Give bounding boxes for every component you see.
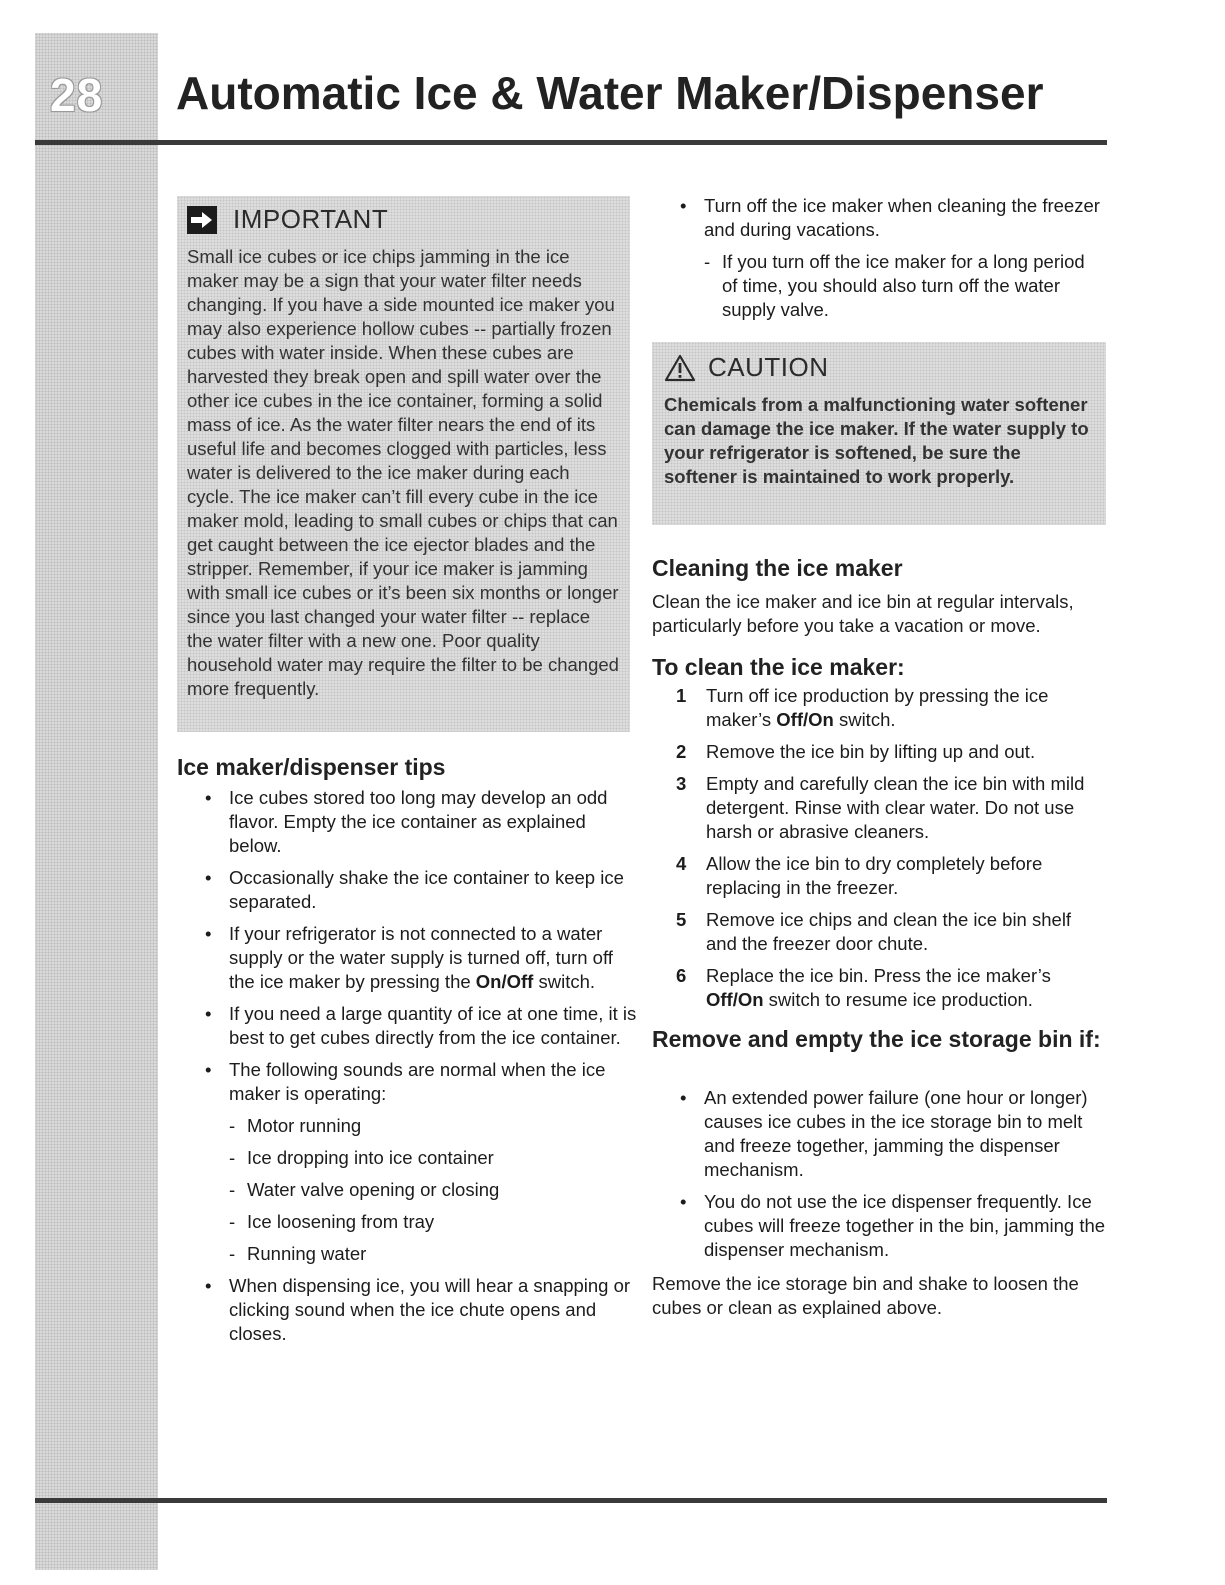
tips-title: Ice maker/dispenser tips bbox=[177, 754, 446, 780]
step-number: 6 bbox=[676, 965, 687, 986]
cleaning-title: Cleaning the ice maker bbox=[652, 555, 903, 581]
step-item bbox=[652, 964, 1107, 1012]
step-number: 2 bbox=[676, 741, 687, 762]
step-text-part: switch to resume ice production. bbox=[763, 989, 1033, 1010]
important-header bbox=[187, 204, 620, 235]
cleaning-intro: Clean the ice maker and ice bin at regular intervals, particularly before you take a vacation or move. bbox=[652, 591, 1074, 636]
step-number: 5 bbox=[676, 909, 687, 930]
list-item bbox=[177, 1058, 637, 1266]
step-item bbox=[652, 684, 1107, 732]
caution-header bbox=[664, 352, 1096, 383]
step-text bbox=[706, 684, 1107, 732]
sound-item: - Water valve opening or closing bbox=[229, 1178, 637, 1202]
list-item-text: If your refrigerator is not connected to a water supply or the water supply is turned off, turn off the ice maker by pressing the bbox=[229, 923, 613, 992]
step-text-part: Turn off ice production by pressing the ice maker’s bbox=[706, 685, 1049, 730]
page-number: 28 bbox=[50, 69, 104, 121]
sound-item: - Ice loosening from tray bbox=[229, 1210, 637, 1234]
step-text-part: switch. bbox=[833, 709, 896, 730]
remove-list bbox=[652, 1086, 1107, 1262]
clean-steps-title: To clean the ice maker: bbox=[652, 654, 905, 680]
header-rule bbox=[35, 140, 1107, 145]
list-item bbox=[177, 1274, 637, 1346]
important-box bbox=[177, 196, 630, 732]
sub-item: - If you turn off the ice maker for a long period of time, you should also turn off the water supply valve. bbox=[704, 250, 1102, 322]
step-text: Empty and carefully clean the ice bin with mild detergent. Rinse with clear water. Do not use harsh or abrasive cleaners. bbox=[706, 773, 1085, 842]
vacation-tip bbox=[652, 194, 1102, 330]
step-item bbox=[652, 772, 1107, 844]
step-item bbox=[652, 740, 1107, 764]
step-text: Remove ice chips and clean the ice bin shelf and the freezer door chute. bbox=[706, 909, 1072, 954]
tips-list bbox=[177, 786, 637, 1346]
caution-text: Chemicals from a malfunctioning water softener can damage the ice maker. If the water supply to your refrigerator is softened, be sure the softener is maintained to work properly. bbox=[664, 394, 1089, 487]
sound-item: - Running water bbox=[229, 1242, 637, 1266]
list-item bbox=[177, 786, 637, 858]
step-text-part: Replace the ice bin. Press the ice maker’s bbox=[706, 965, 1051, 986]
list-item bbox=[177, 922, 637, 994]
tips-list-container bbox=[177, 786, 637, 1354]
footer-rule bbox=[35, 1498, 1107, 1503]
important-label: IMPORTANT bbox=[233, 204, 389, 234]
warning-triangle-icon bbox=[664, 354, 696, 382]
vacation-list bbox=[652, 194, 1102, 322]
page-sidebar bbox=[35, 33, 158, 1570]
list-item-text: Occasionally shake the ice container to keep ice separated. bbox=[229, 867, 624, 912]
step-number: 4 bbox=[676, 853, 687, 874]
sound-item: - Motor running bbox=[229, 1114, 637, 1138]
step-number: 1 bbox=[676, 685, 687, 706]
caution-label: CAUTION bbox=[708, 352, 829, 382]
arrow-icon bbox=[187, 206, 217, 234]
list-item bbox=[652, 194, 1102, 322]
list-item-text: When dispensing ice, you will hear a snapping or clicking sound when the ice chute opens and closes. bbox=[229, 1275, 631, 1344]
sound-item: - Ice dropping into ice container bbox=[229, 1146, 637, 1170]
caution-box bbox=[652, 342, 1106, 525]
remove-title: Remove and empty the ice storage bin if: bbox=[652, 1026, 1101, 1052]
list-item: • An extended power failure (one hour or longer) causes ice cubes in the ice storage bin to melt and freeze together, jamming the dispenser mechanism. bbox=[652, 1086, 1107, 1182]
switch-name: Off/On bbox=[776, 709, 834, 730]
list-item-text: If you need a large quantity of ice at one time, it is best to get cubes directly from the ice container. bbox=[229, 1003, 637, 1048]
clean-steps bbox=[652, 684, 1107, 1012]
sounds-list bbox=[229, 1114, 637, 1266]
remove-list-container bbox=[652, 1086, 1107, 1270]
list-item: • You do not use the ice dispenser frequently. Ice cubes will freeze together in the bin, jamming the dispenser mechanism. bbox=[652, 1190, 1107, 1262]
step-text: Allow the ice bin to dry completely before replacing in the freezer. bbox=[706, 853, 1043, 898]
step-text: Remove the ice bin by lifting up and out. bbox=[706, 741, 1036, 762]
list-item bbox=[177, 866, 637, 914]
list-item bbox=[177, 1002, 637, 1050]
step-number: 3 bbox=[676, 773, 687, 794]
list-item-text: Turn off the ice maker when cleaning the freezer and during vacations. bbox=[704, 195, 1100, 240]
step-item bbox=[652, 908, 1107, 956]
list-item-text: switch. bbox=[533, 971, 596, 992]
clean-steps-container bbox=[652, 684, 1107, 1020]
switch-name: On/Off bbox=[475, 971, 534, 992]
list-item-text: Ice cubes stored too long may develop an odd flavor. Empty the ice container as explained below. bbox=[229, 787, 608, 856]
switch-name: Off/On bbox=[706, 989, 764, 1010]
step-item bbox=[652, 852, 1107, 900]
list-item-text: The following sounds are normal when the ice maker is operating: bbox=[229, 1059, 606, 1104]
important-text: Small ice cubes or ice chips jamming in the ice maker may be a sign that your water filter needs changing. If you have a side mounted ice maker you may also experience hollow cubes -- partially frozen cubes with water inside. When these cubes are harvested they break open and spill water over the other ice cubes in the ice container, forming a solid mass of ice. As the water filter nears the end of its useful life and becomes clogged with particles, less water is delivered to the ice maker during each cycle. The ice maker can’t fill every cube in the ice maker mold, leading to small cubes or chips that can get caught between the ice ejector blades and the stripper. Remember, if your ice maker is jamming with small ice cubes or it’s been six months or longer since you last changed your water filter -- replace the water filter with a new one. Poor quality household water may require the filter to be changed more frequently. bbox=[187, 246, 619, 699]
vacation-sublist bbox=[704, 250, 1102, 322]
remove-closing: Remove the ice storage bin and shake to loosen the cubes or clean as explained above. bbox=[652, 1273, 1079, 1318]
page-title: Automatic Ice & Water Maker/Dispenser bbox=[176, 67, 1044, 119]
step-text bbox=[706, 964, 1107, 1012]
